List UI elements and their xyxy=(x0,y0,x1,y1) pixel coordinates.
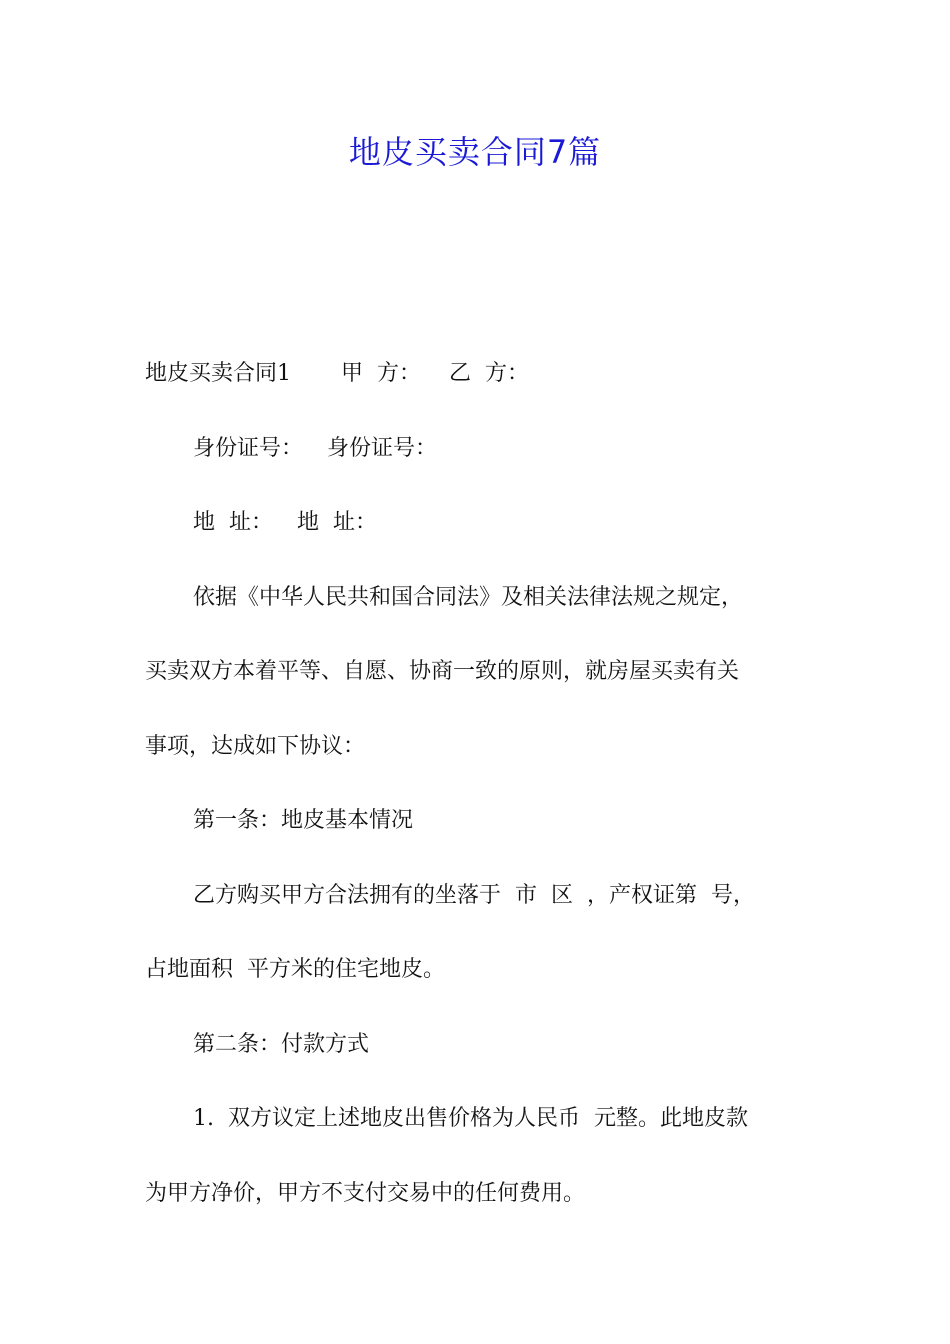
party-a-id-label: 身份证号： xyxy=(193,435,304,461)
paragraph-line: 占地面积 平方米的住宅地皮。 xyxy=(145,957,445,982)
party-b-label: 乙 方： xyxy=(449,361,529,386)
document-body xyxy=(145,337,810,1231)
contract-name: 地皮买卖合同1 xyxy=(145,361,291,386)
party-b-id-label: 身份证号： xyxy=(327,435,438,461)
paragraph-line: 乙方购买甲方合法拥有的坐落于 市 区 ，产权证第 号， xyxy=(193,882,755,908)
section-heading-2: 第二条：付款方式 xyxy=(193,1031,370,1057)
party-a-address-label: 地 址： xyxy=(193,510,273,535)
parties-line xyxy=(145,337,810,412)
paragraph-line: 买卖双方本着平等、自愿、协商一致的原则，就房屋买卖有关 xyxy=(145,659,740,684)
party-a-label: 甲 方： xyxy=(341,361,421,386)
id-number-line xyxy=(145,412,810,487)
party-b-address-label: 地 址： xyxy=(297,510,377,535)
address-line xyxy=(145,486,810,561)
paragraph-line: 依据《中华人民共和国合同法》及相关法律法规之规定， xyxy=(193,584,744,610)
section-heading-1: 第一条：地皮基本情况 xyxy=(193,808,414,833)
paragraph-line: 为甲方净价，甲方不支付交易中的任何费用。 xyxy=(145,1180,586,1206)
paragraph-line: 事项，达成如下协议： xyxy=(145,733,366,759)
paragraph-line: 1. 双方议定上述地皮出售价格为人民币 元整。此地皮款 xyxy=(193,1106,748,1131)
document-title: 地皮买卖合同7篇 xyxy=(348,133,602,171)
